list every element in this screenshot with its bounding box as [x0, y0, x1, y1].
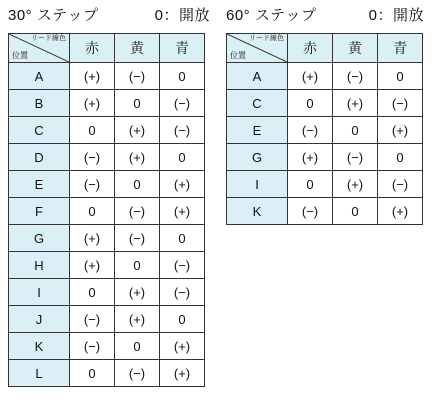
blue-value-cell: 0 [160, 225, 205, 252]
red-value-cell: (−) [70, 144, 115, 171]
position-cell: G [227, 144, 288, 171]
blue-value-cell: (+) [160, 198, 205, 225]
table-row [227, 144, 423, 171]
yellow-value-cell: (+) [115, 144, 160, 171]
position-cell: I [9, 279, 70, 306]
yellow-value-cell: (+) [333, 171, 378, 198]
position-cell: B [9, 90, 70, 117]
table-row [9, 279, 205, 306]
blue-value-cell: 0 [160, 63, 205, 90]
yellow-value-cell: 0 [115, 90, 160, 117]
table-row [227, 117, 423, 144]
yellow-value-cell: (−) [115, 360, 160, 387]
step-60-legend: 0：開放 [368, 7, 424, 24]
lead-color-label: リード線色 [31, 35, 66, 42]
column-header-yellow: 黄 [333, 34, 378, 63]
blue-value-cell: (−) [378, 171, 423, 198]
yellow-value-cell: 0 [333, 198, 378, 225]
table-row [227, 63, 423, 90]
position-cell: K [9, 333, 70, 360]
yellow-value-cell: (−) [333, 144, 378, 171]
table-row [9, 117, 205, 144]
blue-value-cell: (+) [160, 171, 205, 198]
red-value-cell: (+) [288, 63, 333, 90]
position-cell: L [9, 360, 70, 387]
corner-header-cell [9, 34, 70, 63]
lead-color-label: リード線色 [249, 35, 284, 42]
table-header-row [227, 34, 423, 63]
position-cell: E [9, 171, 70, 198]
step-30-title-row [8, 4, 210, 28]
position-label: 位置 [12, 51, 28, 60]
yellow-value-cell: 0 [115, 252, 160, 279]
column-header-red: 赤 [288, 34, 333, 63]
step-60-title: 60° ステップ [226, 7, 317, 24]
position-cell: I [227, 171, 288, 198]
table-row [9, 90, 205, 117]
blue-value-cell: (−) [160, 90, 205, 117]
step-30-legend: 0：開放 [154, 7, 210, 24]
yellow-value-cell: (+) [115, 279, 160, 306]
table-row [9, 225, 205, 252]
red-value-cell: (−) [70, 306, 115, 333]
position-cell: F [9, 198, 70, 225]
yellow-value-cell: 0 [333, 117, 378, 144]
blue-value-cell: 0 [378, 144, 423, 171]
position-cell: A [227, 63, 288, 90]
red-value-cell: (+) [288, 144, 333, 171]
position-cell: K [227, 198, 288, 225]
position-cell: A [9, 63, 70, 90]
position-cell: D [9, 144, 70, 171]
position-cell: J [9, 306, 70, 333]
table-row [227, 198, 423, 225]
table-row [9, 171, 205, 198]
blue-value-cell: (+) [160, 360, 205, 387]
yellow-value-cell: (+) [115, 117, 160, 144]
table-row [9, 333, 205, 360]
table-row [9, 360, 205, 387]
table-row [227, 171, 423, 198]
red-value-cell: (+) [70, 63, 115, 90]
yellow-value-cell: (−) [333, 63, 378, 90]
red-value-cell: 0 [70, 360, 115, 387]
position-cell: E [227, 117, 288, 144]
blue-value-cell: (−) [160, 252, 205, 279]
position-cell: C [9, 117, 70, 144]
table-row [9, 306, 205, 333]
red-value-cell: (−) [70, 171, 115, 198]
red-value-cell: (+) [70, 90, 115, 117]
table-row [9, 144, 205, 171]
blue-value-cell: (+) [378, 117, 423, 144]
position-cell: H [9, 252, 70, 279]
column-header-blue: 青 [160, 34, 205, 63]
position-cell: C [227, 90, 288, 117]
red-value-cell: (−) [288, 198, 333, 225]
red-value-cell: (−) [70, 333, 115, 360]
step-60-title-row [226, 4, 424, 28]
red-value-cell: 0 [288, 90, 333, 117]
red-value-cell: 0 [70, 198, 115, 225]
step-30-table [8, 33, 205, 387]
blue-value-cell: 0 [160, 306, 205, 333]
blue-value-cell: (+) [378, 198, 423, 225]
column-header-yellow: 黄 [115, 34, 160, 63]
blue-value-cell: (+) [160, 333, 205, 360]
step-30-title: 30° ステップ [8, 7, 99, 24]
step-30-block [8, 4, 210, 387]
step-60-table [226, 33, 423, 225]
table-row [9, 198, 205, 225]
red-value-cell: 0 [70, 279, 115, 306]
blue-value-cell: 0 [160, 144, 205, 171]
step-60-block [226, 4, 424, 225]
yellow-value-cell: 0 [115, 171, 160, 198]
red-value-cell: (+) [70, 252, 115, 279]
blue-value-cell: (−) [160, 117, 205, 144]
blue-value-cell: (−) [160, 279, 205, 306]
table-row [9, 252, 205, 279]
position-cell: G [9, 225, 70, 252]
yellow-value-cell: 0 [115, 333, 160, 360]
table-row [227, 90, 423, 117]
blue-value-cell: (−) [378, 90, 423, 117]
corner-header-cell [227, 34, 288, 63]
yellow-value-cell: (−) [115, 63, 160, 90]
yellow-value-cell: (−) [115, 225, 160, 252]
red-value-cell: 0 [288, 171, 333, 198]
red-value-cell: (+) [70, 225, 115, 252]
red-value-cell: 0 [70, 117, 115, 144]
red-value-cell: (−) [288, 117, 333, 144]
position-label: 位置 [230, 51, 246, 60]
table-header-row [9, 34, 205, 63]
column-header-blue: 青 [378, 34, 423, 63]
yellow-value-cell: (+) [115, 306, 160, 333]
column-header-red: 赤 [70, 34, 115, 63]
blue-value-cell: 0 [378, 63, 423, 90]
yellow-value-cell: (+) [333, 90, 378, 117]
yellow-value-cell: (−) [115, 198, 160, 225]
table-row [9, 63, 205, 90]
